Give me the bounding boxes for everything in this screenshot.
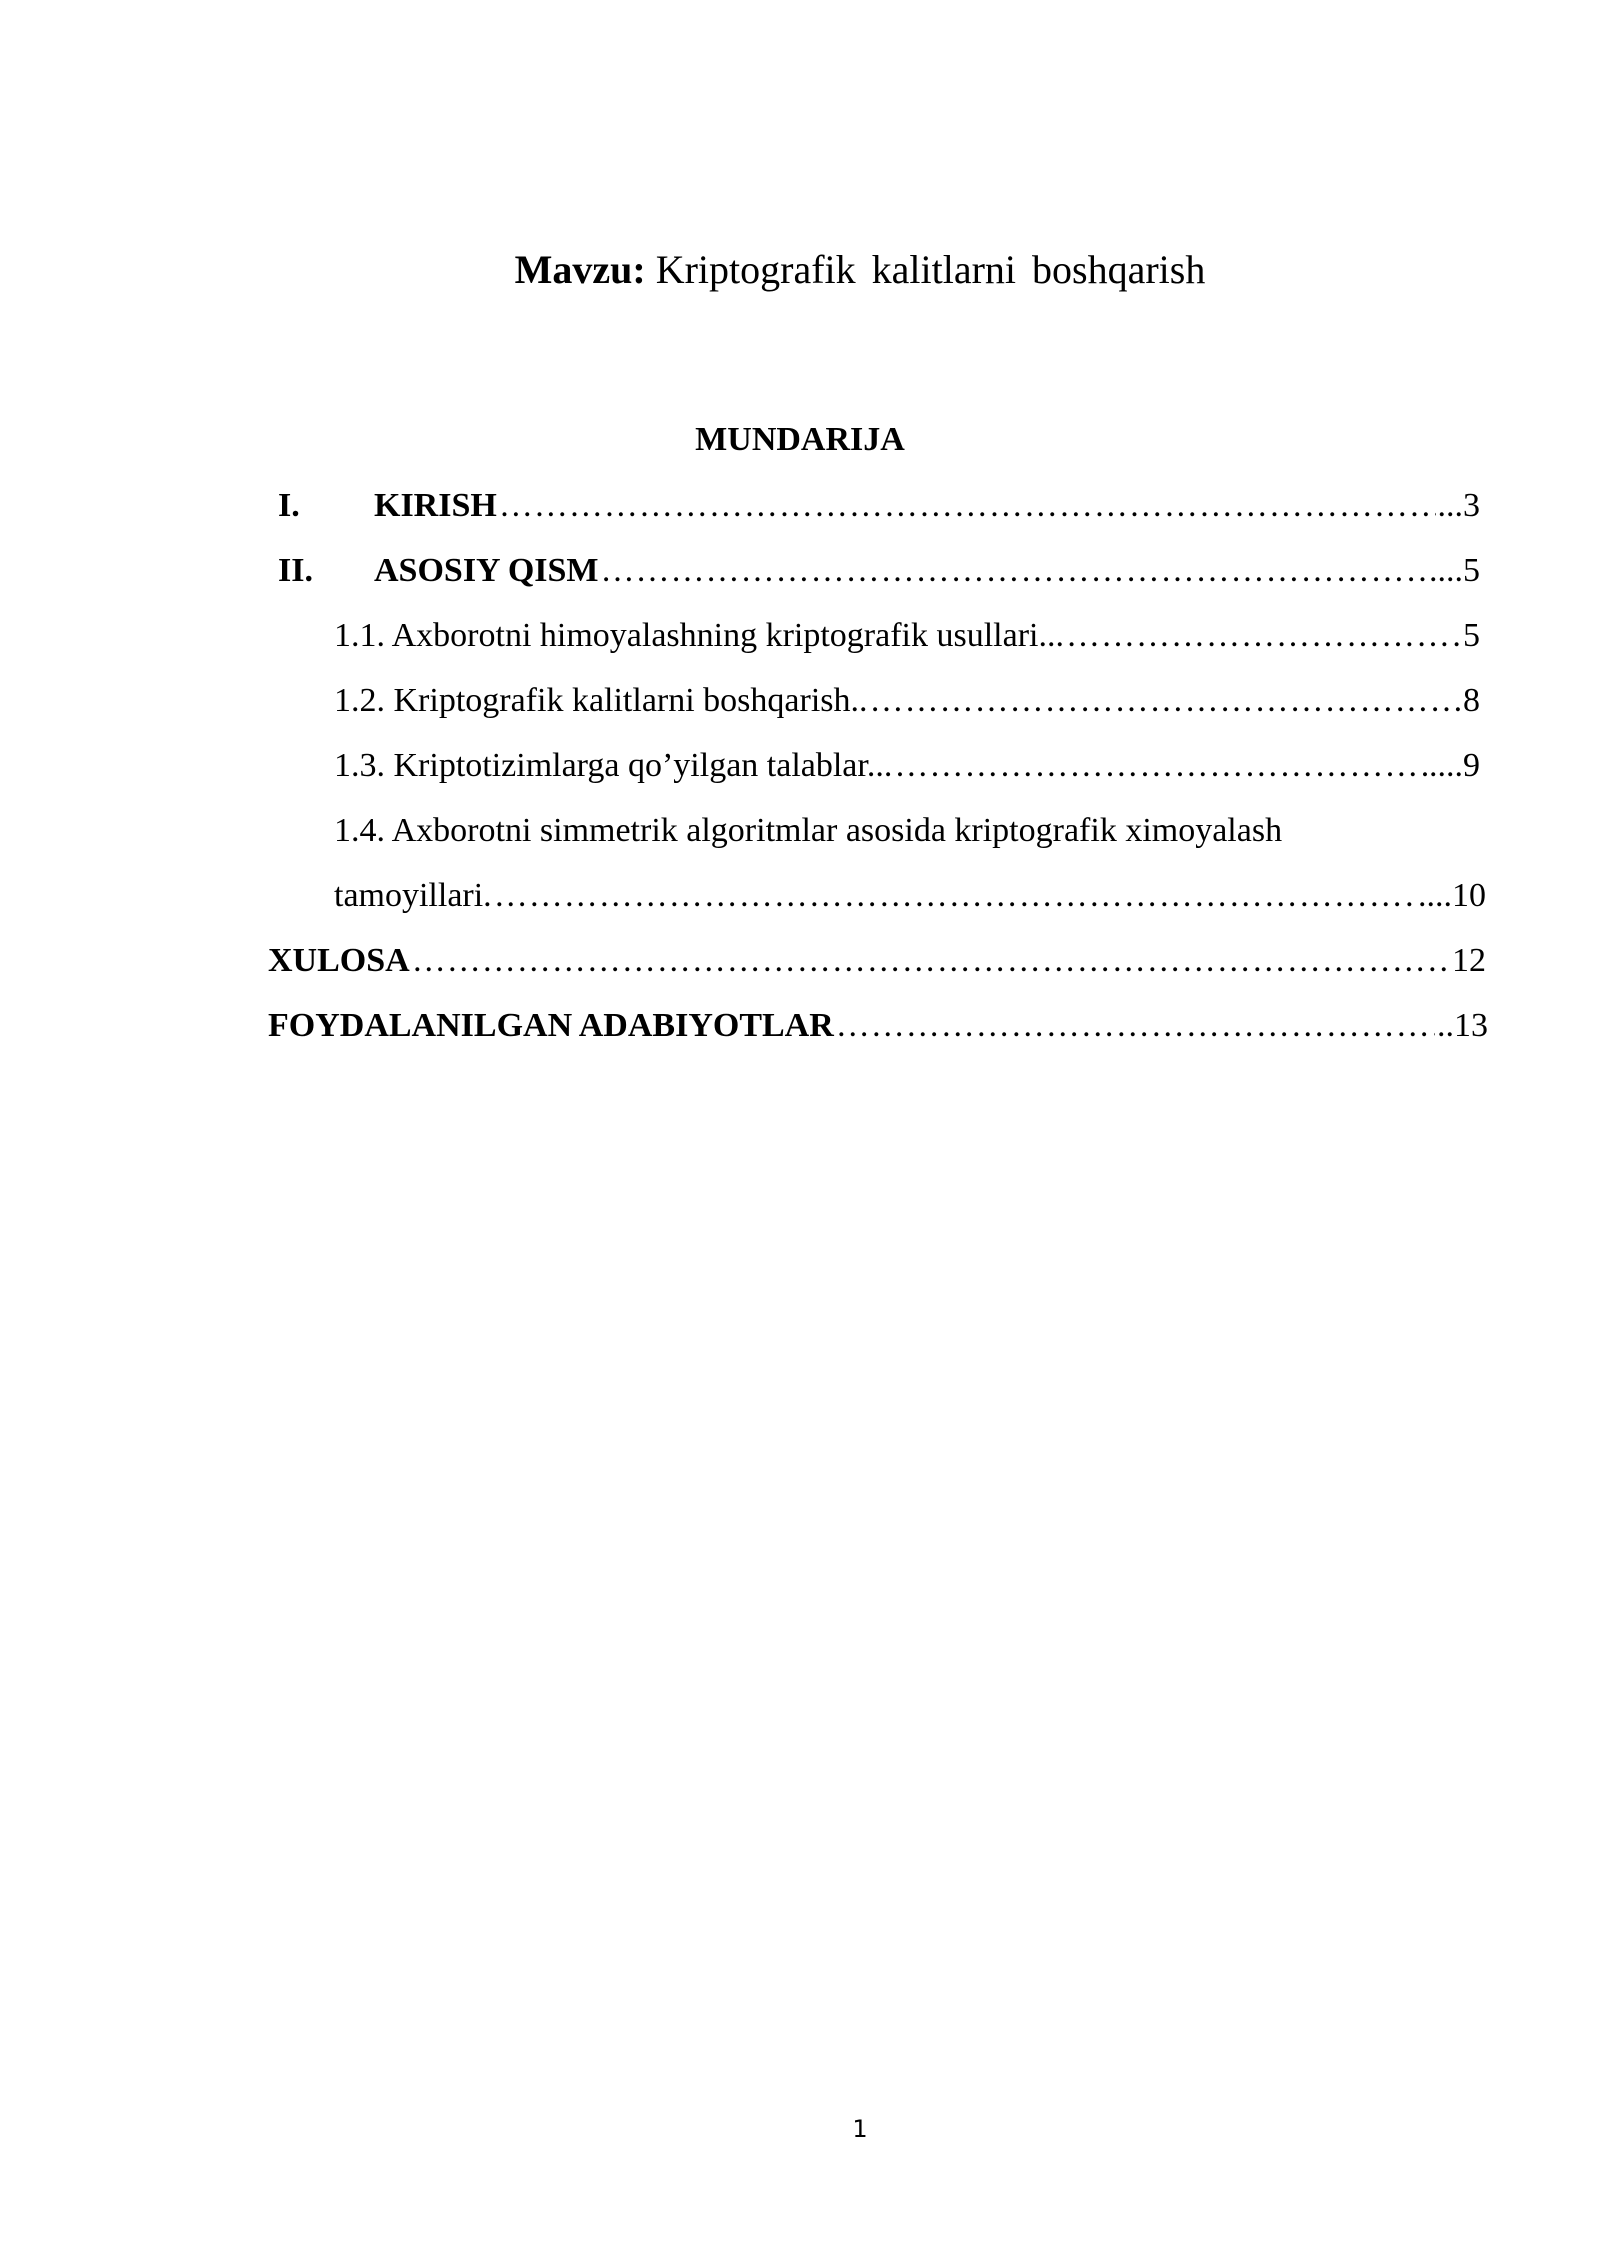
toc-item-label: tamoyillari.	[334, 877, 492, 914]
toc-item-1-4-line1: 1.4. Axborotni simmetrik algoritmlar asosida kriptografik ximoyalash	[334, 812, 1283, 849]
toc-leader-end: ...	[1437, 487, 1463, 524]
toc-item-xulosa	[268, 939, 1486, 983]
toc-item-label: XULOSA	[268, 942, 410, 979]
toc-item-number: I.	[278, 487, 300, 524]
toc-item-page: 13	[1454, 1007, 1488, 1044]
toc-item-page: 5	[1463, 617, 1480, 654]
toc-dot-leader	[894, 744, 1427, 788]
toc-item-label: 1.3. Kriptotizimlarga qo’yilgan talablar...	[334, 747, 893, 784]
toc-item-page: 12	[1452, 942, 1486, 979]
toc-item-1-2	[334, 679, 1480, 723]
toc-item-label: ASOSIY QISM	[374, 552, 599, 589]
toc-item-page: 10	[1452, 877, 1486, 914]
toc-item-page: 5	[1463, 552, 1480, 589]
toc-item-label: 1.1. Axborotni himoyalashning kriptografik usullari...	[334, 617, 1064, 654]
toc-item-asosiy-qism	[278, 549, 1480, 593]
toc-item-page: 9	[1463, 747, 1480, 784]
toc-leader-end: ....	[1429, 552, 1463, 589]
toc-item-label: KIRISH	[374, 487, 497, 524]
toc-item-1-4	[334, 874, 1486, 918]
toc-dot-leader	[494, 874, 1416, 918]
toc-item-page: 3	[1463, 487, 1480, 524]
document-title	[0, 244, 1600, 296]
toc-dot-leader	[1066, 614, 1461, 658]
toc-leader-end: ....	[1429, 747, 1463, 784]
toc-dot-leader	[836, 1004, 1435, 1048]
toc-dot-leader	[870, 679, 1461, 723]
toc-item-page: 8	[1463, 682, 1480, 719]
toc-item-label: 1.2. Kriptografik kalitlarni boshqarish..	[334, 682, 868, 719]
toc-item-label: FOYDALANILGAN ADABIYOTLAR	[268, 1007, 834, 1044]
title-label: Mavzu:	[514, 247, 646, 292]
toc-item-foydalanilgan-adabiyotlar	[268, 1004, 1488, 1048]
toc-item-1-1	[334, 614, 1480, 658]
page-number: 1	[852, 2115, 868, 2143]
toc-item-1-3	[334, 744, 1480, 788]
toc-leader-end: ..	[1437, 1007, 1454, 1044]
toc-dot-leader	[499, 484, 1436, 528]
toc-leader-end: ....	[1418, 877, 1452, 914]
toc-item-number: II.	[278, 552, 313, 589]
toc-heading: MUNDARIJA	[695, 421, 905, 458]
toc-dot-leader	[412, 939, 1450, 983]
title-text: Kriptografik kalitlarni boshqarish	[655, 247, 1206, 292]
toc-item-kirish	[278, 484, 1480, 528]
toc-dot-leader	[601, 549, 1427, 593]
